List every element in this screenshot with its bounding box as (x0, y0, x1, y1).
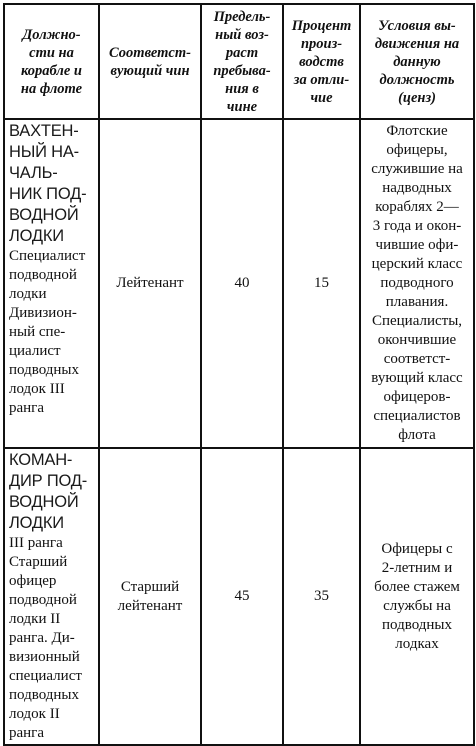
role-title: КОМАН- ДИР ПОД- ВОДНОЙ ЛОДКИ (9, 451, 88, 532)
age-cell: 40 (201, 119, 283, 448)
percent-cell: 35 (283, 448, 360, 745)
header-position: Должно- сти на корабле и на флоте (4, 4, 99, 119)
table-row (4, 448, 474, 745)
rank-cell: Старший лейтенант (99, 448, 201, 745)
position-cell (4, 119, 99, 448)
ranks-table (3, 3, 475, 746)
role-details: Специалист подводной лодки Дивизион- ный спе- циалист подводных лодок III ранга (9, 248, 86, 416)
rank-cell: Лейтенант (99, 119, 201, 448)
percent-cell: 15 (283, 119, 360, 448)
role-details: III ранга Старший офицер подводной лодки II ранга. Ди- визионный специалист подводных лодок II ранга (9, 535, 82, 741)
header-age: Предель- ный воз- раст пребыва- ния в чине (201, 4, 283, 119)
conditions-cell: Флотские офицеры, служившие на надводных кораблях 2— 3 года и окон- чившие офи- церский класс подводного плавания. Специалисты, окончившие соответст- вующий класс офицеров- специалистов флота (360, 119, 474, 448)
header-percent: Процент произ- водств за отли- чие (283, 4, 360, 119)
header-conditions: Условия вы- движения на данную должность (ценз) (360, 4, 474, 119)
position-cell (4, 448, 99, 745)
age-cell: 45 (201, 448, 283, 745)
table-row (4, 119, 474, 448)
role-title: ВАХТЕН- НЫЙ НА- ЧАЛЬ- НИК ПОД- ВОДНОЙ ЛОДКИ (9, 122, 87, 245)
header-row (4, 4, 474, 119)
header-rank: Соответст- вующий чин (99, 4, 201, 119)
conditions-cell: Офицеры с 2-летним и более стажем службы на подводных лодках (360, 448, 474, 745)
